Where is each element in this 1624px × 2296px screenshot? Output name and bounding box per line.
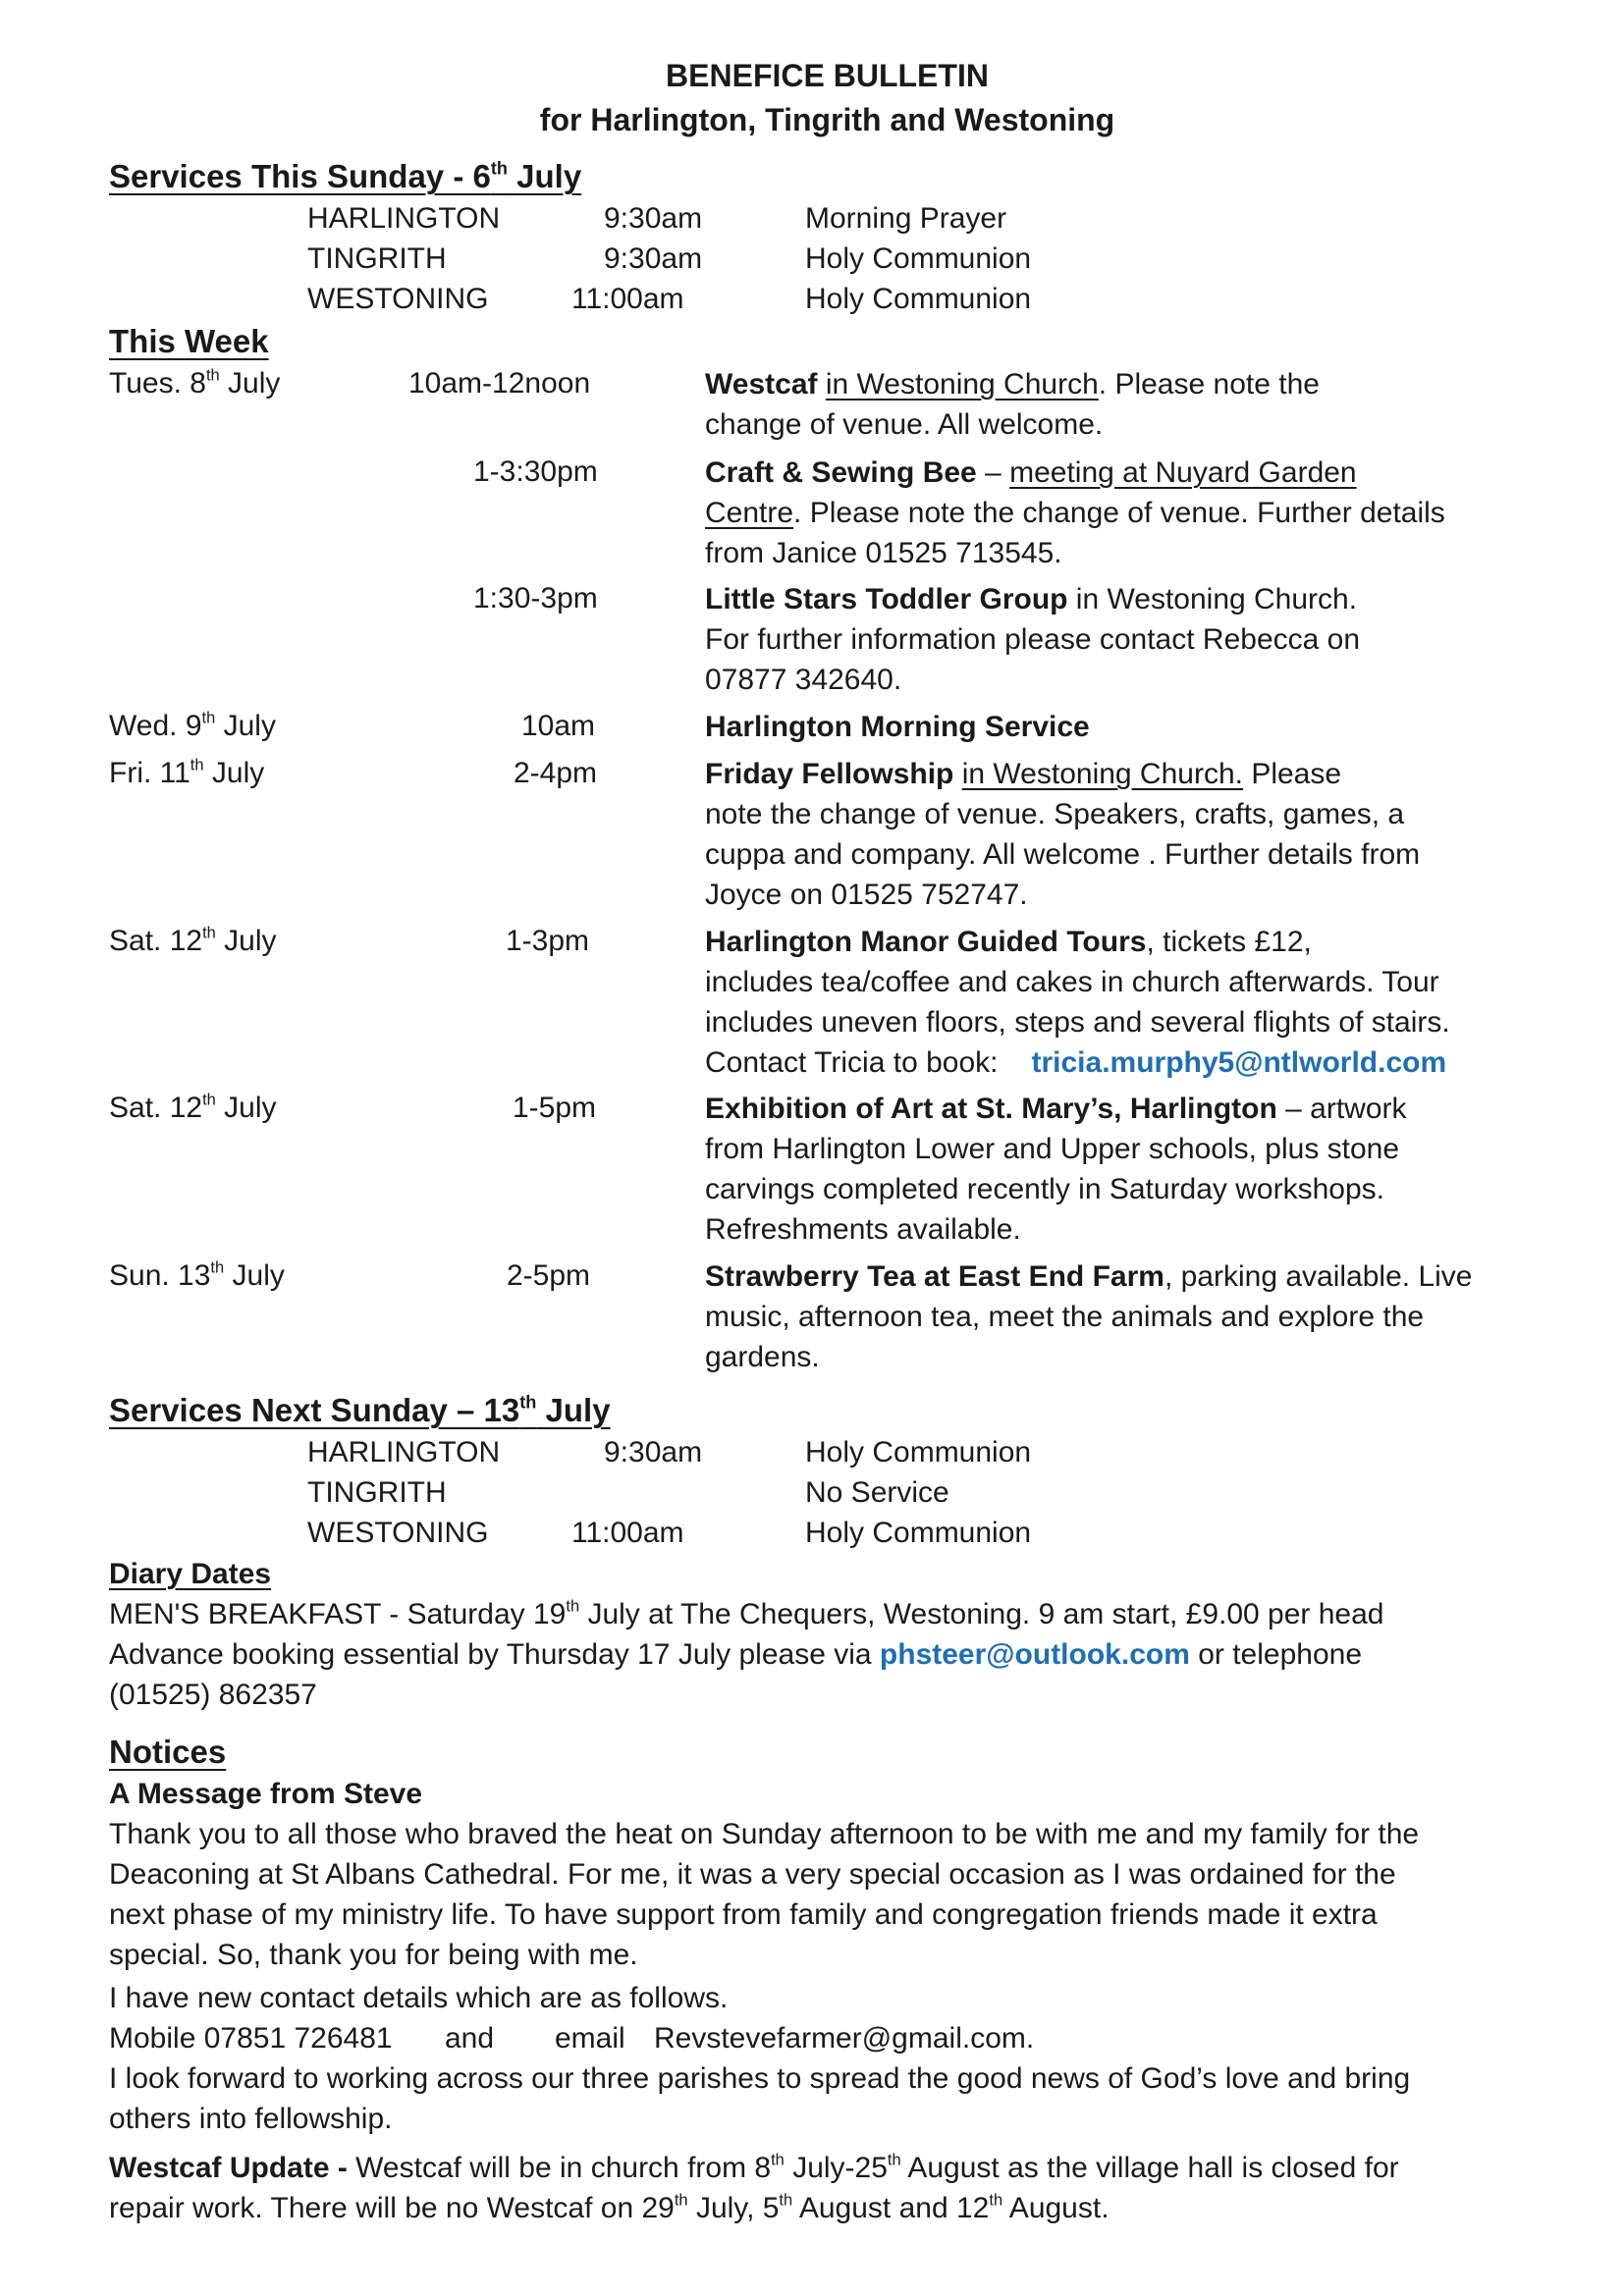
this-sunday-place: WESTONING [307, 283, 489, 315]
westcaf-update-line: repair work. There will be no Westcaf on 29th July, 5th August and 12th August. [109, 2191, 1110, 2224]
next-sunday-service: Holy Communion [805, 1436, 1032, 1468]
this-sunday-time: 9:30am [604, 202, 703, 235]
bulletin-title: BENEFICE BULLETIN [666, 58, 989, 93]
services-this-sunday-heading: Services This Sunday - 6th July [109, 158, 582, 194]
event-time: 1:30-3pm [473, 582, 598, 614]
event-little-stars: Little Stars Toddler Group in Westoning Church. For further information please contact Rebecca on 07877 342640. [705, 583, 1361, 696]
event-time: 1-5pm [513, 1092, 597, 1124]
event-westcaf: Westcaf in Westoning Church. Please note the change of venue. All welcome. [705, 368, 1320, 441]
email-label: email [555, 2022, 625, 2055]
message-line: special. So, thank you for being with me. [109, 1939, 638, 1971]
message-line: Thank you to all those who braved the heat on Sunday afternoon to be with me and my family for the [109, 1818, 1420, 1850]
diary-dates-heading: Diary Dates [109, 1558, 272, 1590]
westcaf-update-title: Westcaf Update - [109, 2152, 348, 2184]
steve-email[interactable]: Revstevefarmer@gmail.com. [654, 2022, 1035, 2055]
event-strawberry-tea: Strawberry Tea at East End Farm, parking available. Live music, afternoon tea, meet the animals and explore the gardens. [705, 1260, 1473, 1373]
event-exhibition-of-art: Exhibition of Art at St. Mary’s, Harlington – artwork from Harlington Lower and Upper schools, plus stone carvings completed recently in Saturday workshops. Refreshments available. [705, 1093, 1407, 1246]
next-sunday-service: No Service [805, 1476, 949, 1509]
event-day: Sat. 12th July [109, 924, 277, 957]
next-sunday-service: Holy Communion [805, 1517, 1032, 1549]
bulletin-subtitle: for Harlington, Tingrith and Westoning [539, 102, 1115, 137]
event-day: Sun. 13th July [109, 1258, 285, 1292]
diary-line: Advance booking essential by Thursday 17 July please via phsteer@outlook.com or telephone [109, 1638, 1363, 1671]
event-time: 10am-12noon [408, 367, 591, 400]
westcaf-update-line: Westcaf Update - Westcaf will be in church from 8th July-25th August as the village hall is closed for [109, 2151, 1399, 2184]
event-time: 10am [521, 710, 596, 742]
next-sunday-time: 9:30am [604, 1436, 703, 1468]
and-word: and [445, 2022, 495, 2055]
this-sunday-place: HARLINGTON [307, 202, 501, 235]
event-harlington-morning-service: Harlington Morning Service [705, 711, 1090, 743]
this-sunday-place: TINGRITH [307, 242, 447, 275]
event-craft-sewing-bee: Craft & Sewing Bee – meeting at Nuyard Garden Centre. Please note the change of venue. Further details from Janice 01525 713545. [705, 456, 1445, 569]
message-heading: A Message from Steve [109, 1778, 423, 1810]
mobile-number: Mobile 07851 726481 [109, 2022, 393, 2055]
diary-line: (01525) 862357 [109, 1679, 317, 1711]
message-line: next phase of my ministry life. To have support from family and congregation friends made it extra [109, 1898, 1378, 1931]
closing-line: I look forward to working across our three parishes to spread the good news of God’s love and bring [109, 2062, 1411, 2095]
closing-line: others into fellowship. [109, 2103, 393, 2135]
tricia-email-link[interactable]: tricia.murphy5@ntlworld.com [1031, 1046, 1447, 1079]
event-manor-guided-tours: Harlington Manor Guided Tours, tickets £12, includes tea/coffee and cakes in church afterwards. Tour includes uneven floors, steps and several flights of stairs. Contact Tricia to book: tricia.murphy5@ntlworld.com [705, 926, 1450, 1079]
this-sunday-service: Holy Communion [805, 242, 1032, 275]
event-time: 1-3pm [506, 925, 590, 957]
event-time: 2-5pm [507, 1259, 591, 1292]
next-sunday-place: HARLINGTON [307, 1436, 501, 1468]
next-sunday-place: WESTONING [307, 1517, 489, 1549]
notices-heading: Notices [109, 1734, 227, 1770]
diary-line: MEN'S BREAKFAST - Saturday 19th July at The Chequers, Westoning. 9 am start, £9.00 per head [109, 1597, 1384, 1630]
event-time: 2-4pm [514, 757, 598, 789]
this-sunday-time: 11:00am [571, 283, 684, 315]
event-day: Fri. 11th July [109, 756, 265, 789]
event-day: Sat. 12th July [109, 1091, 277, 1124]
this-sunday-time: 9:30am [604, 242, 703, 275]
this-week-heading: This Week [109, 323, 269, 359]
next-sunday-place: TINGRITH [307, 1476, 447, 1509]
this-sunday-service: Holy Communion [805, 283, 1032, 315]
event-day: Tues. 8th July [109, 366, 281, 400]
this-sunday-service: Morning Prayer [805, 202, 1007, 235]
contact-intro: I have new contact details which are as follows. [109, 1982, 729, 2014]
services-next-sunday-heading: Services Next Sunday – 13th July [109, 1392, 611, 1428]
event-friday-fellowship: Friday Fellowship in Westoning Church. Please note the change of venue. Speakers, crafts, games, a cuppa and company. All welcome . Further details from Joyce on 01525 752747. [705, 758, 1421, 911]
phsteer-email-link[interactable]: phsteer@outlook.com [879, 1638, 1190, 1671]
next-sunday-time: 11:00am [571, 1517, 684, 1549]
event-day: Wed. 9th July [109, 709, 276, 742]
message-line: Deaconing at St Albans Cathedral. For me, it was a very special occasion as I was ordained for the [109, 1858, 1396, 1891]
event-time: 1-3:30pm [473, 455, 598, 488]
